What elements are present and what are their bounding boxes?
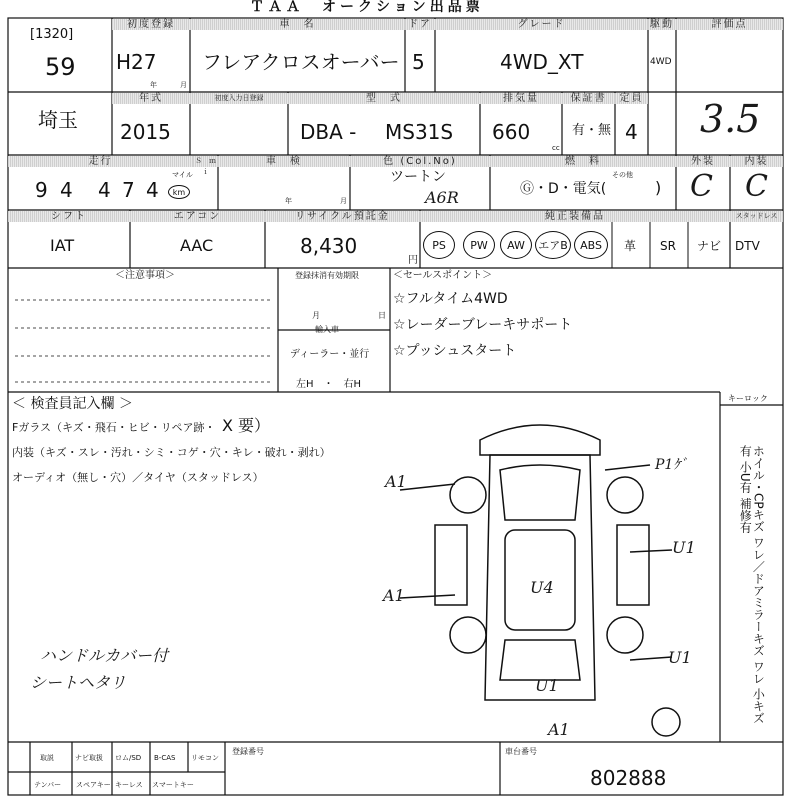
damage-mark-5: U4 — [530, 578, 554, 597]
equip-leather: 革 — [624, 239, 637, 253]
header-first-reg: 初度登録 — [112, 19, 190, 30]
equip-aw — [500, 231, 532, 259]
score-value: 3.5 — [700, 97, 761, 141]
equip-ps — [423, 231, 455, 259]
mileage-d5: 4 — [146, 178, 159, 202]
header-warranty: 保証書 — [562, 93, 615, 104]
recycle-value: 8,430 — [300, 234, 358, 258]
equip-ps-label: PS — [432, 238, 446, 252]
prefecture: 埼玉 — [38, 108, 78, 132]
model-name: フレアクロスオーバー — [202, 50, 400, 74]
km-label: km — [172, 187, 186, 197]
ac-value: AAC — [180, 236, 214, 255]
mileage-d4: 7 — [122, 178, 135, 202]
yen-unit: 円 — [408, 255, 418, 266]
header-mileage: 走行 — [8, 156, 193, 167]
equip-pw — [463, 231, 495, 259]
interior-label: 内装（キズ・スレ・汚れ・シミ・コゲ・穴・キレ・破れ・剥れ） — [12, 446, 331, 459]
sales-point-3: ☆プッシュスタート — [393, 343, 517, 359]
year-label: 年 — [150, 81, 157, 89]
equip-dtv: DTV — [735, 239, 760, 253]
lot-code: [1320] — [30, 27, 74, 42]
header-mileage-unit: Ｓ ｍｉ — [195, 157, 216, 176]
equip-navi: ナビ — [697, 239, 722, 253]
header-first-entry: 初度入力日登録 — [190, 93, 288, 104]
reg-no-label: 登録番号 — [232, 747, 264, 756]
header-ac: エアコン — [130, 211, 265, 222]
chassis-no-label: 車台番号 — [505, 747, 537, 756]
bottom-row1-3: B-CAS — [154, 754, 176, 762]
header-int: 内装 — [730, 156, 783, 167]
displacement-value: 660 — [492, 120, 531, 144]
header-fuel: 燃 料 — [490, 156, 676, 167]
model-year: 2015 — [120, 120, 171, 144]
warranty-value: 有・無 — [572, 123, 612, 138]
equip-sr: SR — [660, 239, 676, 253]
capacity-value: 4 — [625, 120, 638, 144]
header-year: 年式 — [112, 93, 190, 104]
shift-value: IAT — [50, 236, 75, 255]
dealer-value: ディーラー・並行 — [290, 349, 370, 360]
insp-year-label: 年 — [285, 197, 292, 205]
lot-number: 59 — [45, 53, 76, 81]
keyrock-label: キーロック — [728, 394, 768, 403]
color-name: ツートン — [390, 169, 446, 185]
audio-label: オーディオ（無し・穴）／タイヤ（スタッドレス） — [12, 471, 264, 484]
bottom-row1-2: ロム/SD — [115, 754, 142, 762]
equip-airbag — [535, 231, 571, 259]
sales-point-2: ☆レーダーブレーキサポート — [393, 317, 573, 333]
era-year: H27 — [116, 50, 157, 74]
notes-label: ＜注意事項＞ — [115, 270, 175, 281]
handwritten-note-2: シートヘタリ — [30, 673, 127, 692]
handwritten-note-1: ハンドルカバー付 — [40, 646, 169, 665]
bottom-row2-0: テンパー — [34, 781, 62, 789]
equip-abs — [574, 231, 608, 259]
fuel-close: ) — [655, 178, 662, 197]
glass-label: Fガラス（キズ・飛石・ヒビ・リペア跡・ — [12, 421, 216, 434]
steering-value: 左H ・ 右H — [296, 379, 362, 390]
damage-mark-1: A1 — [385, 472, 407, 491]
damage-mark-7: U1 — [535, 676, 559, 695]
insp-month-label: 月 — [340, 197, 347, 205]
int-grade: C — [745, 169, 768, 204]
equip-abs-label: ABS — [580, 238, 602, 252]
header-studless: スタッドレス — [730, 211, 783, 222]
ext-grade: C — [690, 169, 713, 204]
header-recycle: リサイクル預託金 — [265, 211, 420, 222]
month-label: 月 — [180, 81, 187, 89]
sales-point-1: ☆フルタイム4WD — [393, 291, 508, 307]
grade-value: 4WD_XT — [500, 50, 584, 74]
equip-aw-label: AW — [507, 238, 525, 252]
header-grade: グレード — [435, 19, 648, 30]
damage-mark-6: U1 — [668, 648, 692, 667]
mileage-d3: 4 — [98, 178, 111, 202]
bottom-row1-4: リモコン — [191, 754, 219, 762]
header-type: 型 式 — [288, 93, 480, 104]
mileage-d1: 9 — [35, 178, 48, 202]
bottom-row1-1: ナビ取扱 — [75, 754, 103, 762]
bottom-row2-3: スマートキー — [152, 781, 194, 789]
bottom-row2-2: キーレス — [115, 781, 143, 789]
damage-mark-3: U1 — [672, 538, 696, 557]
glass-mark: X 要） — [222, 416, 271, 435]
header-inspection: 車 検 — [218, 156, 350, 167]
expiry-day: 日 — [378, 311, 386, 320]
fuel-value: Ⓖ・D・電気( — [520, 181, 607, 197]
sales-points-label: ＜セールスポイント＞ — [393, 270, 493, 281]
damage-mark-2: P1ｹﾞ — [655, 457, 688, 473]
header-capacity: 定員 — [615, 93, 648, 104]
header-shift: シフト — [8, 211, 130, 222]
chassis-number: 802888 — [590, 766, 667, 790]
header-color: 色 (Col.No) — [350, 156, 490, 167]
type-prefix: DBA - — [300, 120, 357, 144]
drive-value: 4WD — [650, 57, 672, 67]
equip-pw-label: PW — [470, 238, 488, 252]
bottom-row1-0: 取説 — [40, 754, 54, 762]
header-model: 車 名 — [190, 19, 405, 30]
header-displacement: 排気量 — [480, 93, 562, 104]
type-code: MS31S — [385, 120, 454, 144]
header-doors: ドア — [405, 19, 435, 30]
header-equipment: 純正装備品 — [420, 211, 730, 222]
sheet-title: ＴＡＡ オークション出品票 — [250, 0, 484, 15]
header-ext: 外装 — [676, 156, 730, 167]
color-code: A6R — [425, 188, 459, 207]
side-note: ホイル・CPキズ ワレ／ドアミラーキズ ワレ 小キズ有 小U有 補修有 — [738, 445, 766, 725]
mile-label: マイル — [172, 171, 193, 179]
km-circle — [168, 185, 190, 199]
reg-expiry-label: 登録抹消有効期限 — [295, 271, 359, 280]
inspector-label: ＜ 検査員記入欄 ＞ — [12, 396, 133, 412]
expiry-month: 月 — [312, 311, 320, 320]
cc-unit: cc — [552, 144, 560, 152]
damage-mark-4: A1 — [383, 586, 405, 605]
damage-mark-8: A1 — [548, 720, 570, 739]
bottom-row2-1: スペアキー — [76, 781, 111, 789]
equip-airbag-label: エアB — [538, 239, 568, 252]
fuel-other: その他 — [612, 171, 633, 179]
header-score: 評価点 — [676, 19, 783, 30]
header-drive: 駆動 — [650, 19, 674, 30]
mileage-d2: 4 — [60, 178, 73, 202]
import-label: 輸入車 — [315, 325, 339, 334]
doors-value: 5 — [412, 50, 425, 74]
